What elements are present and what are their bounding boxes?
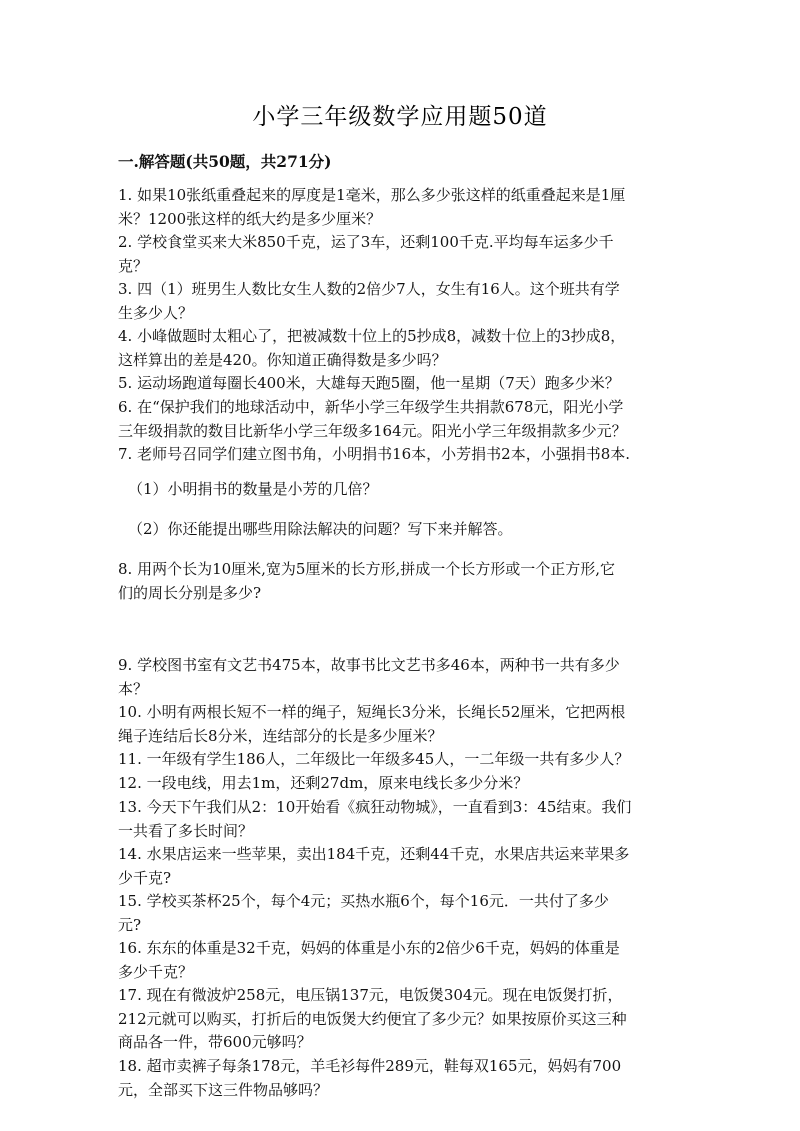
- question-line: 三年级捐款的数目比新华小学三年级多164元。阳光小学三年级捐款多少元？: [118, 421, 627, 440]
- question-line: 2. 学校食堂买来大米850千克，运了3车，还剩100千克.平均每车运多少千: [118, 233, 614, 251]
- question-line: 15. 学校买茶杯25个，每个4元；买热水瓶6个，每个16元．一共付了多少: [118, 892, 609, 910]
- question-line: 9. 学校图书室有文艺书475本，故事书比文艺书多46本，两种书一共有多少: [118, 656, 620, 674]
- question-line: 多少千克？: [118, 962, 194, 981]
- question-line: 商品各一件，带600元够吗？: [118, 1033, 312, 1051]
- question-17: [118, 984, 688, 1055]
- question-line: 14. 水果店运来一些苹果，卖出184千克，还剩44千克，水果店共运来苹果多: [118, 845, 630, 863]
- question-line: 3. 四（1）班男生人数比女生人数的2倍少7人，女生有16人。这个班共有学: [118, 280, 620, 298]
- question-10: [118, 701, 688, 748]
- question-line: 米？1200张这样的纸大约是多少厘米？: [118, 209, 382, 228]
- question-18: [118, 1055, 688, 1102]
- question-line: 克？: [118, 256, 149, 275]
- question-line: 1. 如果10张纸重叠起来的厚度是1毫米，那么多少张这样的纸重叠起来是1厘: [118, 186, 626, 204]
- question-line: （1）小明捐书的数量是小芳的几倍？: [128, 480, 378, 498]
- section-heading: 一.解答题(共50题，共271分): [118, 152, 332, 171]
- question-line: 一共看了多长时间？: [118, 821, 254, 840]
- question-9: [118, 654, 688, 701]
- question-12: [118, 772, 688, 796]
- question-1: [118, 184, 688, 231]
- question-line: 们的周长分别是多少?: [118, 583, 262, 602]
- question-line: 少千克?: [118, 868, 172, 887]
- question-line: 元，全部买下这三件物品够吗？: [118, 1080, 329, 1099]
- question-line: 生多少人？: [118, 303, 194, 322]
- question-5: [118, 372, 688, 396]
- question-line: 元?: [118, 915, 142, 934]
- question-7-part-2: [128, 518, 688, 542]
- question-line: 本？: [118, 679, 149, 698]
- question-line: 17. 现在有微波炉258元，电压锅137元，电饭煲304元。现在电饭煲打折，: [118, 986, 623, 1004]
- question-line: 212元就可以购买，打折后的电饭煲大约便宜了多少元？如果按原价买这三种: [118, 1009, 627, 1028]
- question-7: [118, 443, 688, 467]
- question-line: 12. 一段电线，用去1m，还剩27dm，原来电线长多少分米？: [118, 774, 529, 792]
- question-line: 13. 今天下午我们从2：10开始看《疯狂动物城》，一直看到3：45结束。我们: [118, 798, 632, 816]
- question-13: [118, 796, 688, 843]
- document-title: 小学三年级数学应用题50道: [252, 104, 548, 130]
- question-8: [118, 558, 688, 605]
- question-line: 11. 一年级有学生186人，二年级比一年级多45人，一二年级一共有多少人？: [118, 750, 630, 768]
- question-15: [118, 890, 688, 937]
- question-line: 6. 在“保护我们的地球活动中，新华小学三年级学生共捐款678元，阳光小学: [118, 398, 624, 416]
- question-4: [118, 325, 688, 372]
- question-line: 绳子连结后长8分米，连结部分的长是多少厘米？: [118, 726, 443, 745]
- question-line: 8. 用两个长为10厘米,宽为5厘米的长方形,拼成一个长方形或一个正方形,它: [118, 560, 616, 578]
- question-16: [118, 937, 688, 984]
- question-line: 4. 小峰做题时太粗心了，把被减数十位上的5抄成8，减数十位上的3抄成8，: [118, 327, 626, 345]
- question-11: [118, 748, 688, 772]
- question-line: 5. 运动场跑道每圈长400米，大雄每天跑5圈，他一星期（7天）跑多少米？: [118, 374, 620, 392]
- question-6: [118, 396, 688, 443]
- question-14: [118, 843, 688, 890]
- question-line: 10. 小明有两根长短不一样的绳子，短绳长3分米，长绳长52厘米，它把两根: [118, 703, 626, 721]
- question-line: 7. 老师号召同学们建立图书角，小明捐书16本，小芳捐书2本，小强捐书8本.: [118, 445, 631, 463]
- question-line: 18. 超市卖裤子每条178元，羊毛衫每件289元，鞋每双165元，妈妈有700: [118, 1057, 622, 1075]
- question-3: [118, 278, 688, 325]
- question-line: （2）你还能提出哪些用除法解决的问题？写下来并解答。: [128, 520, 513, 538]
- question-2: [118, 231, 688, 278]
- question-line: 16. 东东的体重是32千克，妈妈的体重是小东的2倍少6千克，妈妈的体重是: [118, 939, 620, 957]
- question-7-part-1: [128, 478, 688, 502]
- question-line: 这样算出的差是420。你知道正确得数是多少吗？: [118, 350, 447, 369]
